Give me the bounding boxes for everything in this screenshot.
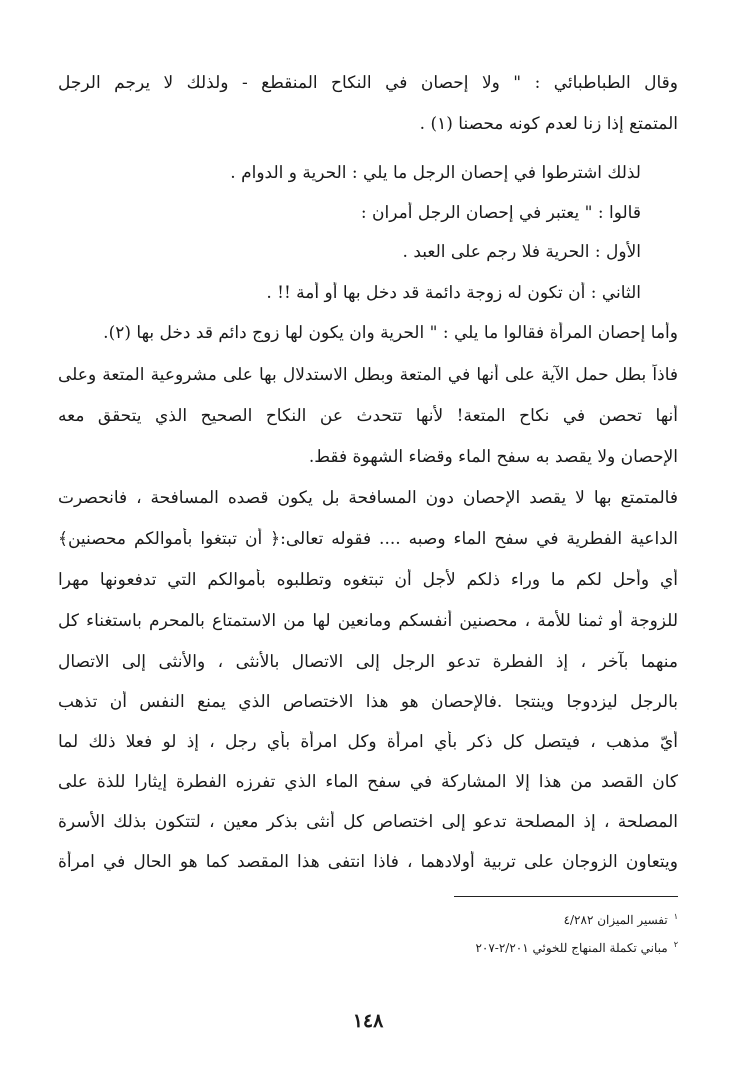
footnote-separator [454, 896, 678, 897]
text-line: قالوا : " يعتبر في إحصان الرجل أمران : [360, 203, 641, 223]
text-line: المصلحة ، إذ المصلحة تدعو إلى اختصاص كل أنثى بذكر معين ، لتتكون بذلك الأسرة [58, 812, 678, 832]
footnote [118, 940, 678, 955]
text-line: أي وأحل لكم ما وراء ذلكم لأجل أن تبتغوه وتطلبوه بأموالكم التي تدفعونها مهرا [58, 570, 678, 590]
footnote [118, 912, 678, 927]
text-line: المتمتع إذا زنا لعدم كونه محصنا (١) . [419, 114, 678, 134]
footnote-text: تفسير الميزان ٤/٢٨٢ [563, 913, 668, 927]
footnote-text: مباني تكملة المنهاج للخوئي ٢/٢٠١-٢٠٧ [475, 941, 668, 955]
text-line: كان القصد من هذا إلا المشاركة في سفح الماء الذي تفرزه الفطرة إيثارا للذة على [58, 772, 678, 792]
text-line: أيّ مذهب ، فيتصل كل ذكر بأي امرأة وكل امرأة بأي رجل ، إذ لو فعلا ذلك لما [58, 732, 678, 752]
text-line: الثاني : أن تكون له زوجة دائمة قد دخل بها أو أمة !! . [266, 283, 641, 303]
page-number: ١٤٨ [352, 1010, 384, 1032]
text-line: منهما بآخر ، إذ الفطرة تدعو الرجل إلى الاتصال بالأنثى ، والأنثى إلى الاتصال [58, 652, 678, 672]
text-line: الإحصان ولا يقصد به سفح الماء وقضاء الشهوة فقط. [308, 447, 678, 467]
text-line: الداعية الفطرية في سفح الماء وصبه .... فقوله تعالى:﴿ أن تبتغوا بأموالكم محصنين﴾ [58, 529, 678, 549]
footnote-marker: ٢ [673, 940, 678, 949]
text-line: فاذاً بطل حمل الآية على أنها في المتعة وبطل الاستدلال بها على مشروعية المتعة وعلى [58, 365, 678, 385]
footnote-marker: ١ [673, 912, 678, 921]
text-line: وأما إحصان المرأة فقالوا ما يلي : " الحرية وان يكون لها زوج دائم قد دخل بها (٢). [103, 323, 678, 343]
text-line: ويتعاون الزوجان على تربية أولادهما ، فاذا انتفى هذا المقصد كما هو الحال في امرأة [58, 852, 678, 872]
text-line: الأول : الحرية فلا رجم على العبد . [402, 242, 641, 262]
text-line: للزوجة أو ثمنا للأمة ، محصنين أنفسكم ومانعين لها من الاستمتاع بالمحرم باستغناء كل [58, 611, 678, 631]
text-line: فالمتمتع بها لا يقصد الإحصان دون المسافحة بل يكون قصده المسافحة ، فانحصرت [58, 488, 678, 508]
text-line: لذلك اشترطوا في إحصان الرجل ما يلي : الحرية و الدوام . [230, 163, 641, 183]
text-line: بالرجل ليزدوجا وينتجا .فالإحصان هو هذا الاختصاص الذي يمنع النفس أن تذهب [58, 692, 678, 712]
text-line: وقال الطباطبائي : " ولا إحصان في النكاح المنقطع - ولذلك لا يرجم الرجل [58, 73, 678, 93]
text-line: أنها تحصن في نكاح المتعة! لأنها تتحدث عن النكاح الصحيح الذي يتحقق معه [58, 406, 678, 426]
